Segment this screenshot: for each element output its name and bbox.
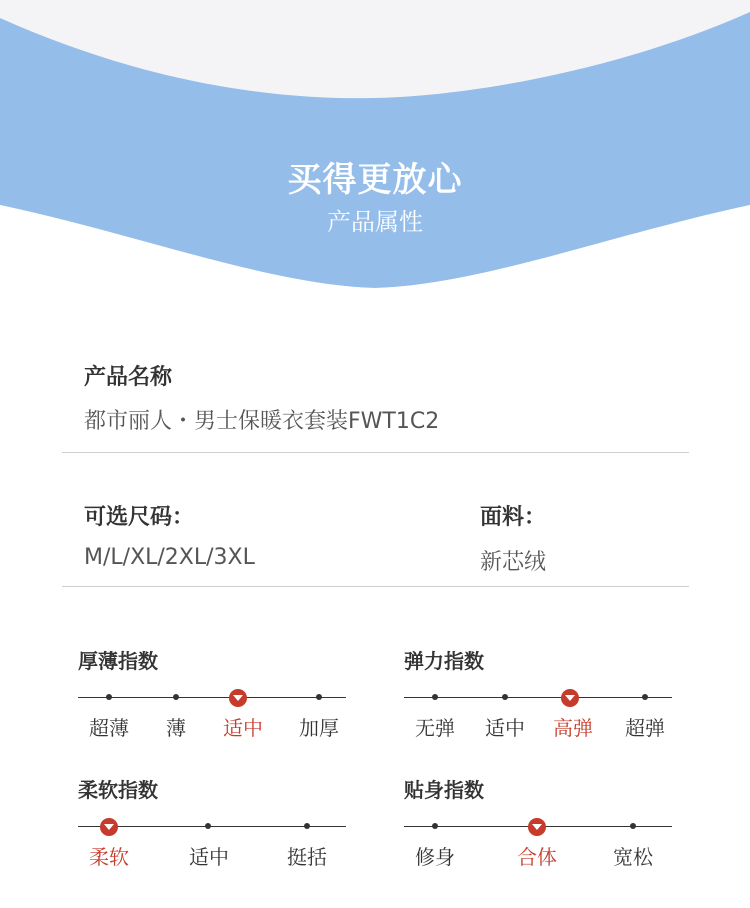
fit-scale	[404, 799, 672, 889]
scale-line	[78, 697, 346, 698]
softness-title: 柔软指数	[78, 778, 158, 802]
product-name-value: 都市丽人・男士保暖衣套装FWT1C2	[84, 409, 440, 434]
selected-marker-icon	[100, 818, 118, 836]
fabric-label: 面料：	[480, 505, 547, 530]
softness-scale	[78, 799, 346, 889]
elasticity-title: 弹力指数	[404, 649, 484, 673]
scale-dot	[502, 694, 508, 700]
elasticity-scale	[404, 670, 672, 760]
sizes-value: M/L/XL/2XL/3XL	[84, 545, 255, 570]
softness-option: 适中	[189, 845, 229, 869]
elasticity-option: 无弹	[415, 716, 455, 740]
scale-dot	[316, 694, 322, 700]
fit-option: 宽松	[613, 845, 653, 869]
banner-title: 买得更放心	[287, 160, 463, 200]
thickness-title: 厚薄指数	[78, 649, 158, 673]
thickness-option: 超薄	[89, 716, 129, 740]
thickness-option-selected: 适中	[223, 716, 263, 740]
elasticity-option: 适中	[485, 716, 525, 740]
sizes-label: 可选尺码：	[84, 505, 195, 530]
selected-marker-icon	[229, 689, 247, 707]
elasticity-option: 超弹	[625, 716, 665, 740]
elasticity-option-selected: 高弹	[553, 716, 593, 740]
scale-dot	[205, 823, 211, 829]
selected-marker-icon	[561, 689, 579, 707]
selected-marker-icon	[528, 818, 546, 836]
divider	[62, 452, 689, 453]
header-banner	[0, 0, 750, 300]
fit-option: 修身	[415, 845, 455, 869]
scale-dot	[432, 694, 438, 700]
thickness-scale	[78, 670, 346, 760]
thickness-option: 薄	[166, 716, 186, 740]
softness-option: 挺括	[287, 845, 327, 869]
product-name-label: 产品名称	[84, 365, 173, 390]
softness-option-selected: 柔软	[89, 845, 129, 869]
banner-subtitle: 产品属性	[327, 208, 423, 236]
scale-dot	[173, 694, 179, 700]
fit-title: 贴身指数	[404, 778, 484, 802]
wave-background	[0, 0, 750, 300]
scale-dot	[642, 694, 648, 700]
scale-dot	[304, 823, 310, 829]
thickness-option: 加厚	[299, 716, 339, 740]
scale-line	[404, 697, 672, 698]
scale-dot	[432, 823, 438, 829]
fabric-value: 新芯绒	[480, 550, 547, 575]
scale-dot	[630, 823, 636, 829]
fit-option-selected: 合体	[517, 845, 557, 869]
divider	[62, 586, 689, 587]
scale-dot	[106, 694, 112, 700]
